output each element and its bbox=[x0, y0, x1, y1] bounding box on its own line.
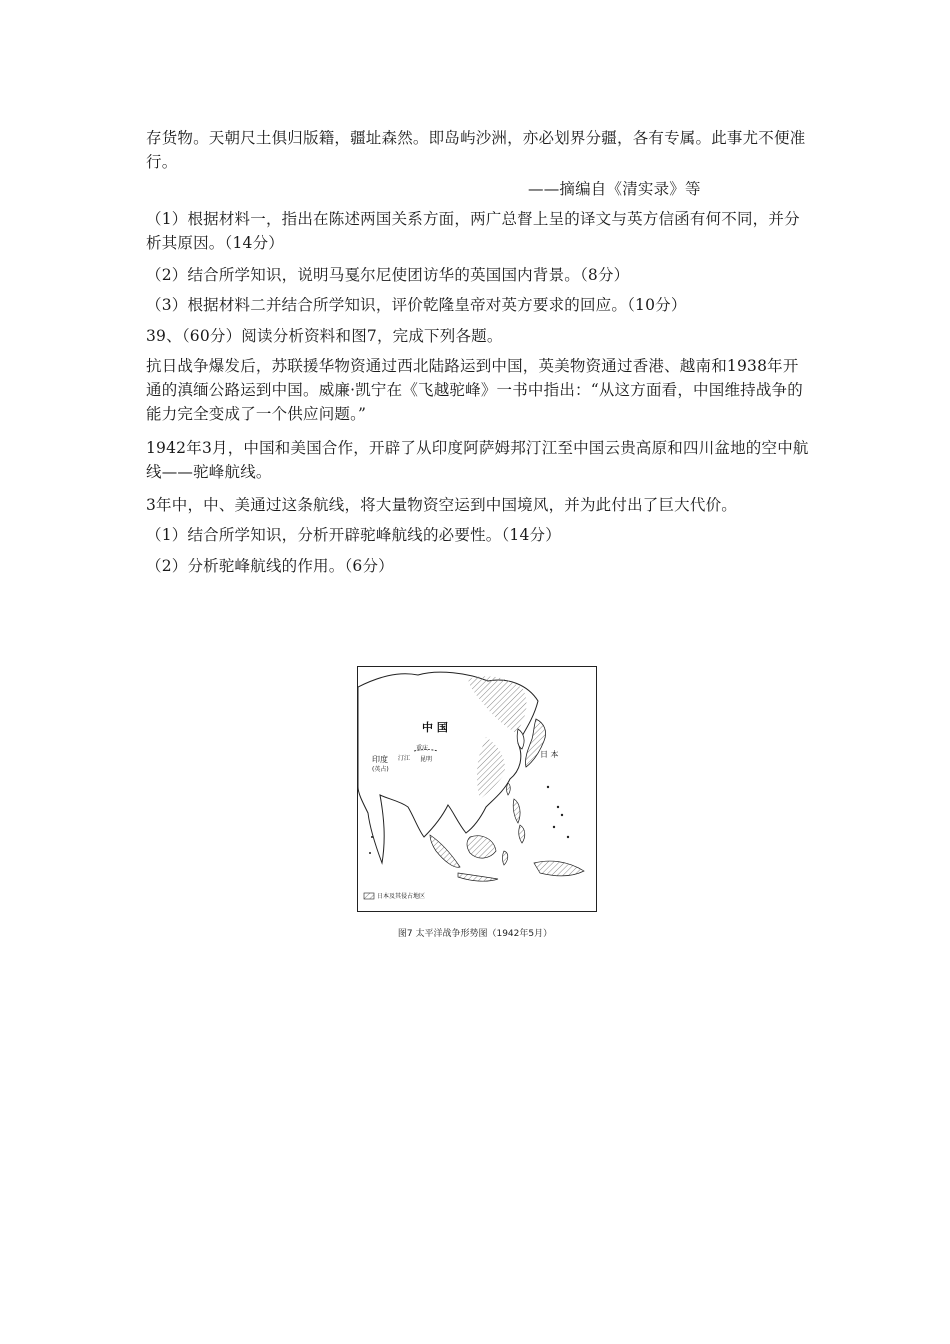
java-island bbox=[458, 873, 498, 881]
top-text: 存货物。天朝尺土俱归版籍，疆址森然。即岛屿沙洲，亦必划界分疆，各有专属。此事尤不便准行。 bbox=[146, 129, 806, 171]
sulawesi-island bbox=[503, 851, 508, 865]
label-india: 印度 bbox=[372, 755, 388, 764]
taiwan-island bbox=[507, 783, 511, 795]
legend-swatch bbox=[364, 893, 374, 899]
q39-sub1: （1）结合所学知识，分析开辟驼峰航线的必要性。（14分） bbox=[146, 526, 561, 544]
new-guinea-island bbox=[534, 861, 584, 876]
q39-sub2: （2）分析驼峰航线的作用。（6分） bbox=[146, 557, 394, 575]
q39-para1: 抗日战争爆发后，苏联援华物资通过西北陆路运到中国，英美物资通过香港、越南和1938年开通的滇缅公路运到中国。威廉·凯宁在《飞越驼峰》一书中指出：“从这方面看，中国维持战争的能力完全变成了一个供应问题。” bbox=[146, 357, 803, 423]
q38-sub3: （3）根据材料二并结合所学知识，评价乾隆皇帝对英方要求的回应。（10分） bbox=[146, 296, 687, 314]
map-drawing bbox=[358, 667, 596, 911]
philippines-islands bbox=[513, 799, 525, 843]
q38-sub1: （1）根据材料一，指出在陈述两国关系方面，两广总督上呈的译文与英方信函有何不同，并分析其原因。（14分） bbox=[146, 210, 800, 252]
source-note: ——摘编自《清实录》等 bbox=[528, 180, 701, 198]
label-chongqing: 重庆 bbox=[416, 745, 429, 752]
label-dingjiang: 汀江 bbox=[398, 755, 411, 762]
q39-para2: 1942年3月，中国和美国合作，开辟了从印度阿萨姆邦汀江至中国云贵高原和四川盆地的空中航线——驼峰航线。 bbox=[146, 439, 809, 481]
map-caption: 图7 太平洋战争形势图（1942年5月） bbox=[397, 929, 553, 939]
pacific-war-map bbox=[357, 666, 597, 912]
legend-text: 日本及其侵占地区 bbox=[377, 893, 426, 900]
label-kunming: 昆明 bbox=[420, 756, 433, 763]
q39-title: 39、（60分）阅读分析资料和图7，完成下列各题。 bbox=[146, 327, 503, 345]
q39-para3: 3年中，中、美通过这条航线，将大量物资空运到中国境风，并为此付出了巨大代价。 bbox=[146, 496, 737, 514]
label-china: 中 国 bbox=[422, 721, 448, 734]
sumatra-island bbox=[430, 835, 460, 867]
label-india-sub: (英占) bbox=[372, 766, 389, 773]
q38-sub2: （2）结合所学知识，说明马戛尔尼使团访华的英国国内背景。（8分） bbox=[146, 266, 630, 284]
label-japan: 日 本 bbox=[540, 750, 559, 759]
borneo-island bbox=[467, 836, 496, 858]
